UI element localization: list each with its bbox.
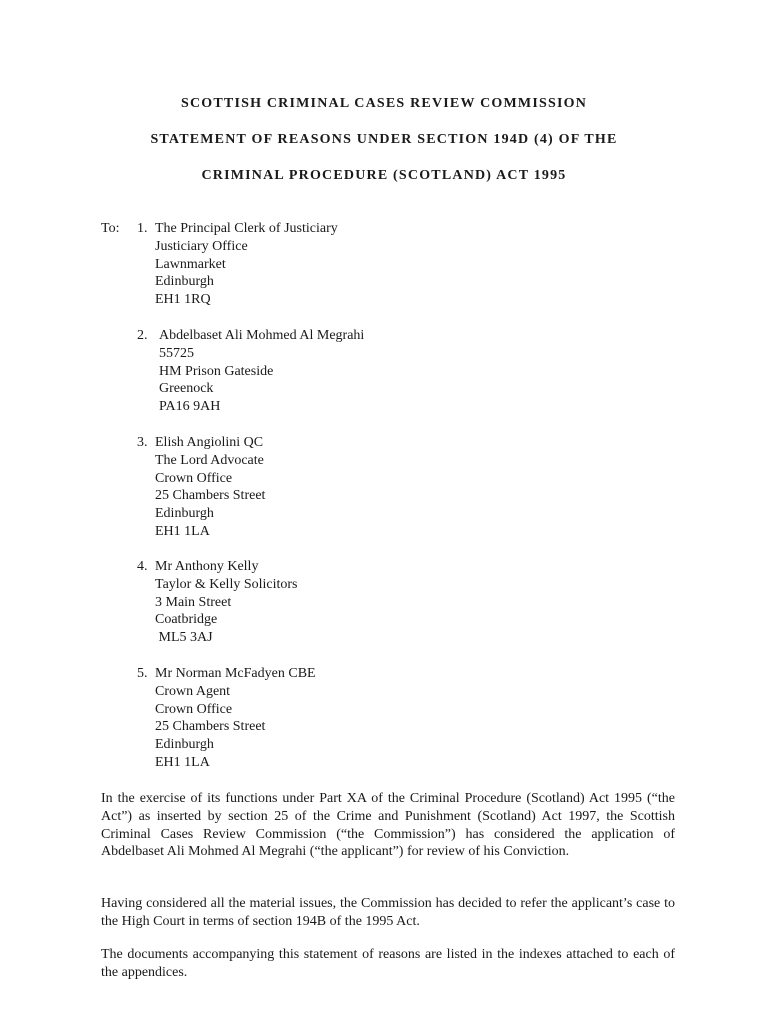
address-line: Mr Anthony Kelly [155,559,259,574]
commission-title: SCOTTISH CRIMINAL CASES REVIEW COMMISSION [180,96,588,111]
address-line: EH1 1LA [155,754,210,770]
address-line: Edinburgh [155,274,214,290]
address-line: HM Prison Gateside [159,363,274,379]
address-line: Crown Office [155,470,233,486]
statement-title-line-1: STATEMENT OF REASONS UNDER SECTION 194D (4) OF THE [150,132,618,147]
address-line: 25 Chambers Street [155,488,266,504]
address-line: Edinburgh [155,737,214,753]
recipient-number: 4. [137,559,148,574]
recipient-address [159,327,364,416]
address-line: PA16 9AH [159,399,221,415]
recipient-number: 1. [137,221,148,236]
address-line: Lawnmarket [155,256,226,272]
address-line: Coatbridge [155,612,218,628]
address-line: Crown Office [155,701,233,717]
address-line: Taylor & Kelly Solicitors [155,576,298,592]
address-line: 3 Main Street [155,594,232,610]
address-line: Mr Norman McFadyen CBE [155,666,316,681]
to-label: To: [101,221,120,236]
paragraph-documents: The documents accompanying this statement of reasons are listed in the indexes attached to each of the appendices. [101,947,675,980]
address-line: Abdelbaset Ali Mohmed Al Megrahi [159,328,365,343]
address-line: EH1 1RQ [155,292,211,308]
paragraph-decision: Having considered all the material issues, the Commission has decided to refer the applicant’s case to the High Court in terms of section 194B of the 1995 Act. [101,896,675,929]
address-line: 55725 [159,345,194,361]
recipient-number: 2. [137,328,148,343]
address-line: Crown Agent [155,683,231,699]
recipient-address [155,558,298,647]
address-line: Edinburgh [155,506,214,522]
recipient-number: 3. [137,435,148,450]
address-line: 25 Chambers Street [155,719,266,735]
paragraph-functions: In the exercise of its functions under Part XA of the Criminal Procedure (Scotland) Act 1995 (“the Act”) as inserted by section 25 of the Crime and Punishment (Scotland) Act 1997, the Scottish Criminal Cases Review Commission (“the Commission”) has considered the application of Abdelbaset Ali Mohmed Al Megrahi (“the applicant”) for review of his Conviction. [101,791,675,860]
recipient-address [155,220,338,309]
address-line: Greenock [159,381,214,397]
statement-title-line-2: CRIMINAL PROCEDURE (SCOTLAND) ACT 1995 [201,168,567,183]
address-line: Justiciary Office [155,238,248,254]
address-line: ML5 3AJ [155,630,213,646]
recipient-number: 5. [137,666,148,681]
address-line: The Principal Clerk of Justiciary [155,221,338,236]
address-line: EH1 1LA [155,523,210,539]
address-line: Elish Angiolini QC [155,435,264,450]
recipient-address [155,665,316,772]
recipient-address [155,434,265,541]
address-line: The Lord Advocate [155,452,264,468]
